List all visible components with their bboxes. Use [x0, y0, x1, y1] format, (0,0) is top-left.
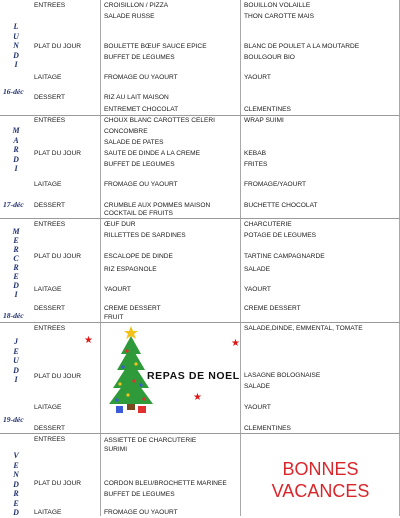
holiday-message: [258, 458, 383, 502]
menu-item: TARTINE CAMPAGNARDE: [244, 253, 325, 260]
menu-item: CHARCUTERIE: [244, 221, 292, 228]
category-laitage: LAITAGE: [34, 404, 62, 411]
day-name: L U N D I: [13, 22, 19, 69]
column-divider: [100, 323, 101, 433]
category-entrees: ENTREES: [34, 2, 66, 9]
day-date: 18-déc: [3, 311, 24, 320]
menu-item: BUFFET DE LEGUMES: [104, 491, 175, 498]
day-date: 16-déc: [3, 87, 24, 96]
category-laitage: LAITAGE: [34, 286, 62, 293]
column-divider: [100, 0, 101, 115]
menu-item: SALADE: [244, 383, 271, 390]
menu-item: FROMAGE OU YAOURT: [104, 181, 178, 188]
category-entrees: ENTREES: [34, 117, 66, 124]
menu-item: POTAGE DE LEGUMES: [244, 232, 317, 239]
menu-item: WRAP SUIMI: [244, 117, 284, 124]
day-block-lundi: [0, 0, 400, 115]
menu-item: YAOURT: [244, 286, 271, 293]
day-name: M A R D I: [12, 126, 20, 173]
menu-item: FROMAGE OU YAOURT: [104, 509, 178, 516]
menu-item: BUFFET DE LEGUMES: [104, 161, 175, 168]
column-divider: [240, 323, 241, 433]
menu-item: CHOUX BLANC CAROTTES CELERI: [104, 117, 216, 124]
menu-item: FROMAGE/YAOURT: [244, 181, 307, 188]
menu-item: SALADE,DINDE, EMMENTAL, TOMATE: [244, 325, 363, 332]
menu-item: LASAGNE BOLOGNAISE: [244, 372, 321, 379]
menu-item: SALADE DE PATES: [104, 139, 164, 146]
day-name: V E N D R E D: [13, 451, 19, 517]
day-block-mardi: [0, 115, 400, 218]
menu-item: BUFFET DE LEGUMES: [104, 54, 175, 61]
menu-item: RIZ ESPAGNOLE: [104, 266, 157, 273]
holiday-message-line: VACANCES: [271, 481, 370, 501]
star-icon: ★: [231, 338, 240, 349]
menu-item: SAUTE DE DINDE A LA CREME: [104, 150, 201, 157]
menu-item: BOUILLON VOLAILLE: [244, 2, 311, 9]
category-plat: PLAT DU JOUR: [34, 43, 82, 50]
category-plat: PLAT DU JOUR: [34, 373, 82, 380]
column-divider: [240, 434, 241, 516]
category-plat: PLAT DU JOUR: [34, 480, 82, 487]
menu-item: CONCOMBRE: [104, 128, 148, 135]
day-date: 19-déc: [3, 415, 24, 424]
star-icon: ★: [84, 335, 93, 346]
menu-item: SALADE RUSSE: [104, 13, 155, 20]
star-icon: ★: [193, 392, 202, 403]
menu-item: CLEMENTINES: [244, 106, 291, 113]
menu-item: FRITES: [244, 161, 268, 168]
column-divider: [100, 116, 101, 218]
menu-item: CRUMBLE AUX POMMES MAISON: [104, 202, 211, 209]
menu-item: ENTREMET CHOCOLAT: [104, 106, 179, 113]
column-divider: [240, 219, 241, 322]
menu-item: BOULETTE BŒUF SAUCE EPICE: [104, 43, 207, 50]
day-block-mercredi: [0, 218, 400, 322]
menu-item: KEBAB: [244, 150, 266, 157]
menu-item: BLANC DE POULET A LA MOUTARDE: [244, 43, 360, 50]
menu-item: RILLETTES DE SARDINES: [104, 232, 186, 239]
menu-item: CREME DESSERT: [244, 305, 301, 312]
holiday-message-line: BONNES: [282, 459, 359, 479]
category-laitage: LAITAGE: [34, 74, 62, 81]
day-name: J E U D I: [13, 337, 19, 384]
menu-item: FRUIT: [104, 314, 124, 321]
column-divider: [100, 434, 101, 516]
menu-item: ESCALOPE DE DINDE: [104, 253, 173, 260]
column-divider: [240, 116, 241, 218]
menu-item: SALADE: [244, 266, 271, 273]
category-plat: PLAT DU JOUR: [34, 253, 82, 260]
category-dessert: DESSERT: [34, 94, 66, 101]
day-date: 17-déc: [3, 200, 24, 209]
menu-item: YAOURT: [244, 404, 271, 411]
menu-item: FROMAGE OU YAOURT: [104, 74, 178, 81]
menu-item: YAOURT: [244, 74, 271, 81]
category-entrees: ENTREES: [34, 221, 66, 228]
menu-item: SURIMI: [104, 446, 128, 453]
day-name: M E R C R E D I: [12, 227, 20, 299]
menu-item: ŒUF DUR: [104, 221, 136, 228]
category-dessert: DESSERT: [34, 425, 66, 432]
menu-item: CROISILLON / PIZZA: [104, 2, 169, 9]
menu-item: THON CAROTTE MAIS: [244, 13, 314, 20]
christmas-meal-title: REPAS DE NOEL: [147, 370, 240, 382]
column-divider: [240, 0, 241, 115]
category-laitage: LAITAGE: [34, 181, 62, 188]
category-entrees: ENTREES: [34, 436, 66, 443]
menu-item: CORDON BLEU/BROCHETTE MARINEE: [104, 480, 227, 487]
menu-item: YAOURT: [104, 286, 131, 293]
menu-item: ASSIETTE DE CHARCUTERIE: [104, 437, 197, 444]
category-dessert: DESSERT: [34, 202, 66, 209]
menu-item: CREME DESSERT: [104, 305, 161, 312]
menu-item: CLEMENTINES: [244, 425, 291, 432]
menu-item: RIZ AU LAIT MAISON: [104, 94, 169, 101]
category-dessert: DESSERT: [34, 305, 66, 312]
category-entrees: ENTREES: [34, 325, 66, 332]
category-laitage: LAITAGE: [34, 509, 62, 516]
menu-item: COCKTAIL DE FRUITS: [104, 210, 173, 217]
menu-item: BOULGOUR BIO: [244, 54, 295, 61]
menu-item: BUCHETTE CHOCOLAT: [244, 202, 318, 209]
column-divider: [100, 219, 101, 322]
category-plat: PLAT DU JOUR: [34, 150, 82, 157]
